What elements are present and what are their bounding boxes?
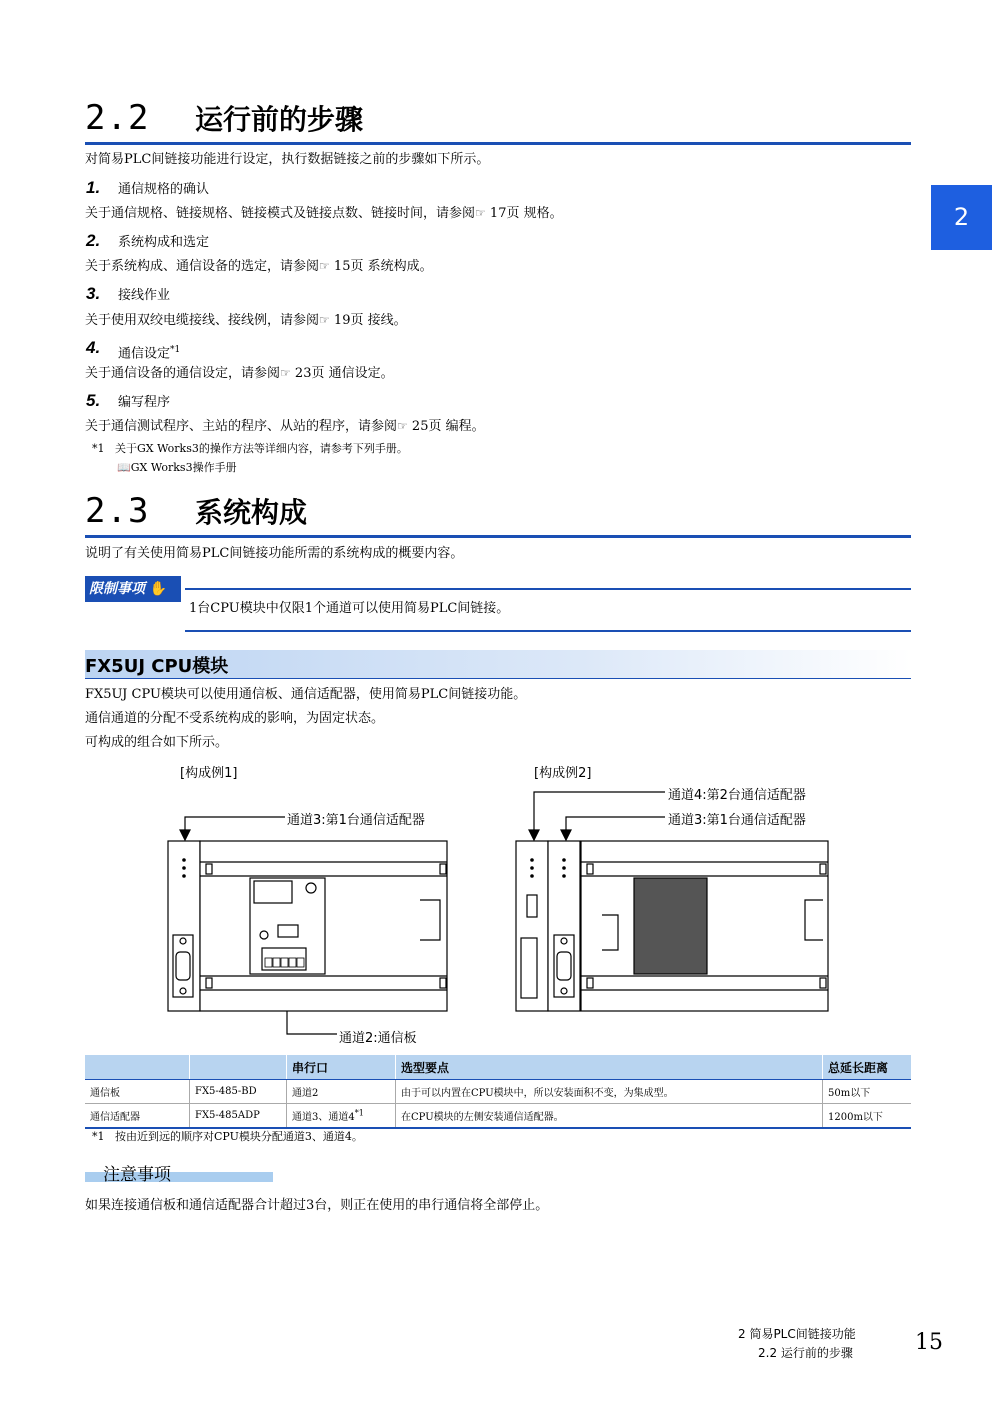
page-ref-icon: ☞ xyxy=(319,259,330,273)
footer-chapter: 2 简易PLC间链接功能 xyxy=(738,1327,856,1341)
section-2-3-heading xyxy=(85,491,911,538)
page-ref-icon: ☞ xyxy=(319,313,330,327)
table-footnote: *1 按由近到远的顺序对CPU模块分配通道3、通道4。 xyxy=(92,1130,363,1143)
table-cell: FX5-485ADP xyxy=(190,1104,287,1129)
step-number: 2. xyxy=(86,231,101,250)
body-line: 通信通道的分配不受系统构成的影响，为固定状态。 xyxy=(85,711,385,726)
page-ref-link[interactable]: 19页 接线。 xyxy=(333,313,407,328)
ex1-ch3-label: 通道3:第1台通信适配器 xyxy=(287,813,425,828)
page-ref-icon: ☞ xyxy=(475,206,486,220)
table-cell: 50m以下 xyxy=(823,1080,912,1104)
table-cell: 通道2 xyxy=(287,1080,396,1104)
spec-table xyxy=(85,1055,911,1129)
step-title: 编写程序 xyxy=(118,395,171,410)
footnote: *1 关于GX Works3的操作方法等详细内容，请参考下列手册。 xyxy=(92,442,408,455)
subheading: FX5UJ CPU模块 xyxy=(85,650,911,679)
body-line: 可构成的组合如下所示。 xyxy=(85,735,229,750)
section-intro: 对简易PLC间链接功能进行设定，执行数据链接之前的步骤如下所示。 xyxy=(85,152,490,167)
step-body: 关于通信规格、链接规格、链接模式及链接点数、链接时间，请参阅☞ 17页 规格。 xyxy=(85,206,563,221)
example1-label: [构成例1] xyxy=(180,766,238,781)
table-cell: 在CPU模块的左侧安装通信适配器。 xyxy=(396,1104,823,1129)
ex2-ch3-label: 通道3:第1台通信适配器 xyxy=(668,813,806,828)
page-ref-icon: ☞ xyxy=(280,366,291,380)
step-number: 4. xyxy=(86,338,101,357)
page-ref-link[interactable]: 25页 编程。 xyxy=(411,419,485,434)
step-body: 关于使用双绞电缆接线、接线例，请参阅☞ 19页 接线。 xyxy=(85,313,407,328)
page-ref-link[interactable]: 23页 通信设定。 xyxy=(294,366,394,381)
manual-book-icon: 📖 xyxy=(117,461,131,474)
system-configuration-diagram xyxy=(150,780,850,1050)
hand-icon: ✋ xyxy=(149,581,168,597)
step-title: 接线作业 xyxy=(118,288,171,303)
ex2-ch4-label: 通道4:第2台通信适配器 xyxy=(668,788,806,803)
restriction-badge: 限制事项 ✋ xyxy=(85,576,181,602)
table-cell: FX5-485-BD xyxy=(190,1080,287,1104)
step-number: 3. xyxy=(86,284,101,303)
table-row xyxy=(85,1080,911,1104)
section-2-2-heading xyxy=(85,98,911,145)
restriction-text: 1台CPU模块中仅限1个通道可以使用简易PLC间链接。 xyxy=(189,601,510,616)
section-intro: 说明了有关使用简易PLC间链接功能所需的系统构成的概要内容。 xyxy=(85,546,464,561)
step-title: 系统构成和选定 xyxy=(118,235,210,250)
step-body: 关于通信测试程序、主站的程序、从站的程序，请参阅☞ 25页 编程。 xyxy=(85,419,485,434)
body-line: FX5UJ CPU模块可以使用通信板、通信适配器，使用简易PLC间链接功能。 xyxy=(85,687,527,702)
step-title: 通信设定$^{*1}$ xyxy=(118,345,181,362)
section-number: 2.2 xyxy=(85,98,150,138)
table-header: 选型要点 xyxy=(396,1055,823,1080)
chapter-tab: 2 xyxy=(931,185,992,250)
table-cell: 通道3、通道4$^{*1}$ xyxy=(287,1104,396,1129)
caution-text: 如果连接通信板和通信适配器合计超过3台，则正在使用的串行通信将全部停止。 xyxy=(85,1198,549,1213)
section-title: 系统构成 xyxy=(195,496,308,529)
table-cell: 由于可以内置在CPU模块中，所以安装面积不变，为集成型。 xyxy=(396,1080,823,1104)
caution-heading: 注意事项 xyxy=(85,1160,273,1184)
table-cell: 1200m以下 xyxy=(823,1104,912,1129)
section-number: 2.3 xyxy=(85,491,150,531)
manual-link[interactable]: GX Works3操作手册 xyxy=(130,461,237,474)
table-header xyxy=(85,1055,190,1080)
step-number: 1. xyxy=(86,178,101,197)
section-title: 运行前的步骤 xyxy=(195,103,364,136)
table-header xyxy=(190,1055,287,1080)
table-header: 串行口 xyxy=(287,1055,396,1080)
table-cell: 通信适配器 xyxy=(85,1104,190,1129)
manual-ref xyxy=(117,459,237,477)
footer-section: 2.2 运行前的步骤 xyxy=(758,1346,853,1360)
step-title: 通信规格的确认 xyxy=(118,182,210,197)
page-ref-link[interactable]: 17页 规格。 xyxy=(489,206,563,221)
step-body: 关于通信设备的通信设定，请参阅☞ 23页 通信设定。 xyxy=(85,366,394,381)
ex1-ch2-label: 通道2:通信板 xyxy=(339,1031,417,1046)
step-body: 关于系统构成、通信设备的选定，请参阅☞ 15页 系统构成。 xyxy=(85,259,433,274)
table-row xyxy=(85,1104,911,1129)
step-number: 5. xyxy=(86,391,101,410)
page-ref-link[interactable]: 15页 系统构成。 xyxy=(333,259,433,274)
table-cell: 通信板 xyxy=(85,1080,190,1104)
example2-label: [构成例2] xyxy=(534,766,592,781)
page-number: 15 xyxy=(915,1330,943,1355)
table-header: 总延长距离 xyxy=(823,1055,912,1080)
table-header-row xyxy=(85,1055,911,1080)
restriction-box xyxy=(185,588,911,632)
page-ref-icon: ☞ xyxy=(397,419,408,433)
